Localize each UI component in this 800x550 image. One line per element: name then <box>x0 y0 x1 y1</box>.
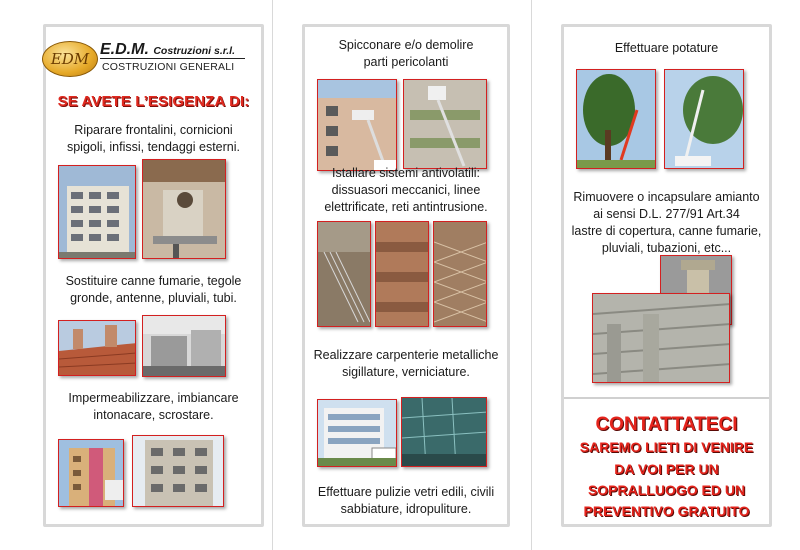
caption-line: Impermeabilizzare, imbiancare <box>68 391 239 405</box>
caption-line: Riparare frontalini, cornicioni <box>74 123 233 137</box>
service-caption <box>564 40 769 57</box>
service-caption <box>305 484 507 518</box>
caption-line: spigoli, infissi, tendaggi esterni. <box>66 140 240 154</box>
caption-line: Rimuovere o incapsulare amianto <box>573 190 760 204</box>
photo-demolition-lift <box>317 79 397 171</box>
contact-line: SAREMO LIETI DI VENIRE <box>579 439 754 455</box>
company-logo <box>42 27 263 87</box>
logo-monogram-text: EDM <box>50 50 90 68</box>
right-panel <box>561 24 772 527</box>
caption-line: gronde, antenne, pluviali, tubi. <box>70 291 237 305</box>
caption-line: lastre di copertura, canne fumarie, <box>571 224 762 238</box>
photo-balcony-demolition <box>403 79 487 169</box>
middle-panel <box>302 24 510 527</box>
photo-glass-facade <box>401 397 487 467</box>
fold-line-1 <box>272 0 273 550</box>
service-caption <box>46 273 261 307</box>
company-subtitle: COSTRUZIONI GENERALI <box>102 61 235 73</box>
photo-asbestos-roof <box>592 293 730 383</box>
logo-monogram <box>42 41 98 77</box>
photo-roof-chimneys <box>58 320 136 376</box>
logo-divider <box>100 58 245 59</box>
caption-line: dissuasori meccanici, linee <box>331 183 481 197</box>
caption-line: Effettuare pulizie vetri edili, civili <box>317 485 495 499</box>
caption-line: Sostituire canne fumarie, tegole <box>65 274 242 288</box>
photo-tree-pruning-2 <box>664 69 744 169</box>
caption-line: sabbiature, idropuliture. <box>340 502 472 516</box>
photo-building-facade <box>58 165 136 259</box>
caption-line: elettrificate, reti antintrusione. <box>324 200 488 214</box>
caption-line: Realizzare carpenterie metalliche <box>313 348 499 362</box>
caption-line: Effettuare potature <box>614 41 719 55</box>
photo-bird-net <box>433 221 487 327</box>
contact-line: DA VOI PER UN <box>614 461 719 477</box>
caption-line: parti pericolanti <box>363 55 449 69</box>
service-caption <box>305 37 507 71</box>
photo-office-building <box>317 399 397 467</box>
caption-line: Spicconare e/o demolire <box>338 38 474 52</box>
photo-painting-building <box>58 439 124 507</box>
contact-line: PREVENTIVO GRATUITO <box>583 503 750 519</box>
photo-bird-spikes-1 <box>317 221 371 327</box>
service-caption <box>305 347 507 381</box>
fold-line-2 <box>531 0 532 550</box>
caption-line: pluviali, tubazioni, etc... <box>601 241 732 255</box>
company-name-suffix: Costruzioni s.r.l. <box>153 45 236 57</box>
photo-plastered-building <box>132 435 224 507</box>
photo-bird-spikes-2 <box>375 221 429 327</box>
service-caption <box>305 165 507 216</box>
photo-cornice-repair <box>142 159 226 259</box>
left-panel <box>43 24 264 527</box>
company-name <box>100 41 235 59</box>
caption-line: ai sensi D.L. 277/91 Art.34 <box>593 207 740 221</box>
section-divider <box>564 397 769 399</box>
service-caption <box>46 390 261 424</box>
contact-title: CONTATTATECI <box>595 414 738 435</box>
company-name-main: E.D.M. <box>100 41 149 58</box>
photo-tree-pruning-1 <box>576 69 656 169</box>
caption-line: sigillature, verniciature. <box>342 365 470 379</box>
caption-line: intonacare, scrostare. <box>93 408 214 422</box>
headline: SE AVETE L’ESIGENZA DI: <box>57 93 250 110</box>
caption-line: Istallare sistemi antivolatili: <box>332 166 480 180</box>
photo-roof-gutter-work <box>142 315 226 377</box>
service-caption <box>564 189 769 257</box>
contact-line: SOPRALLUOGO ED UN <box>587 482 746 498</box>
service-caption <box>46 122 261 156</box>
